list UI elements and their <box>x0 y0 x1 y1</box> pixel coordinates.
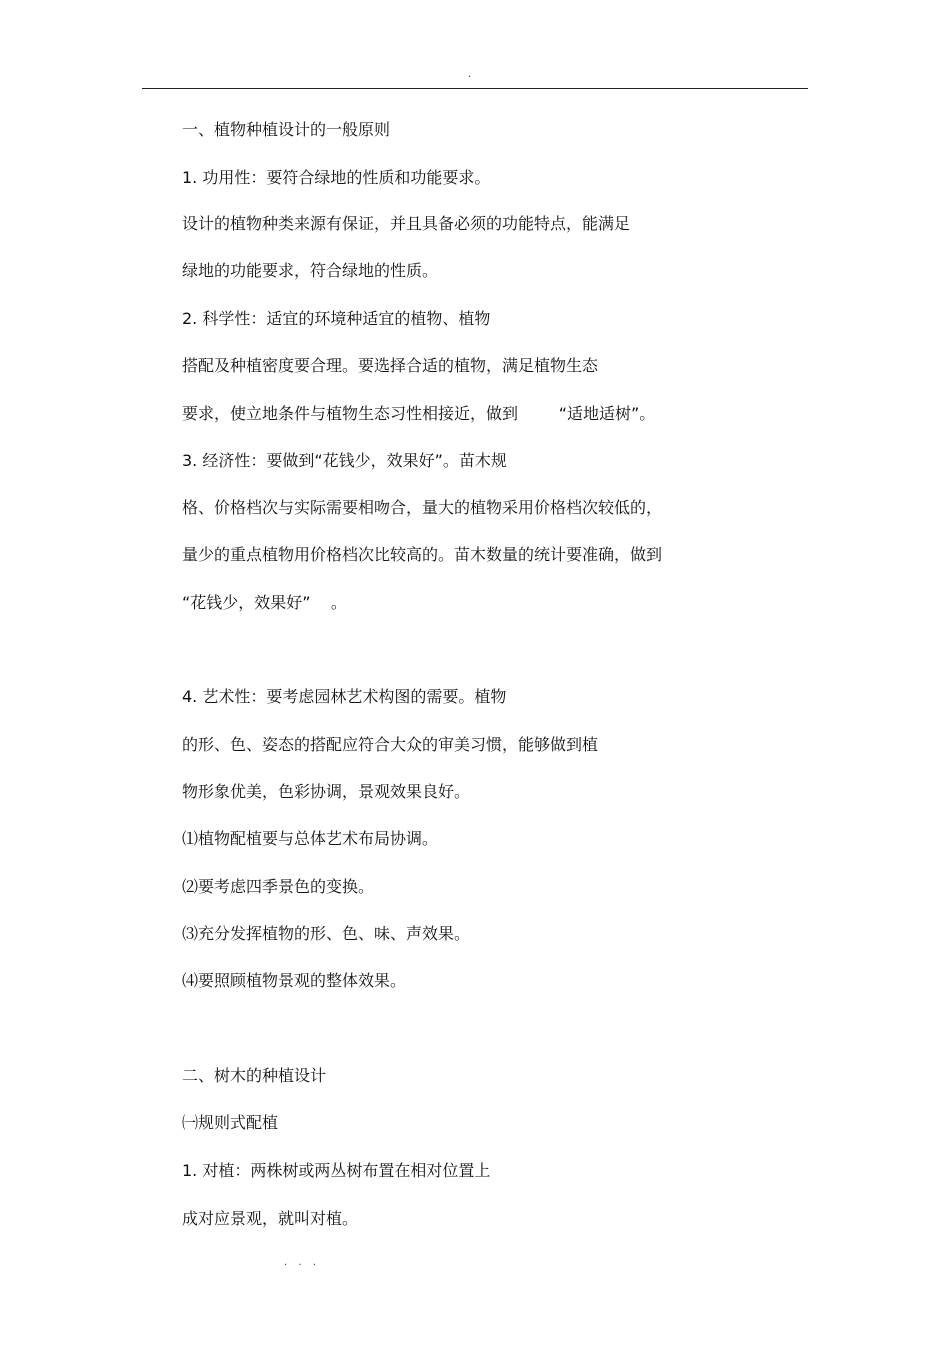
paragraph-line: “花钱少，效果好” 。 <box>182 593 347 612</box>
section-heading: 一、植物种植设计的一般原则 <box>182 120 391 139</box>
header-dot: . <box>468 69 472 80</box>
paragraph-line: 量少的重点植物用价格档次比较高的。苗木数量的统计要准确，做到 <box>182 545 663 564</box>
footer-dots: . . . <box>284 1257 320 1268</box>
paragraph-line: 成对应景观，就叫对植。 <box>182 1209 359 1228</box>
paragraph-line: 搭配及种植密度要合理。要选择合适的植物，满足植物生态 <box>182 356 599 375</box>
paragraph-line: 3. 经济性：要做到“花钱少，效果好”。苗木规 <box>182 451 507 470</box>
section-heading: 二、树木的种植设计 <box>182 1066 327 1085</box>
list-item: ⑷要照顾植物景观的整体效果。 <box>182 971 407 990</box>
paragraph-line: 1. 功用性：要符合绿地的性质和功能要求。 <box>182 168 491 187</box>
list-item: ⑵要考虑四季景色的变换。 <box>182 877 375 896</box>
paragraph-line: 设计的植物种类来源有保证，并且具备必须的功能特点，能满足 <box>182 214 631 233</box>
subsection-heading: ㈠规则式配植 <box>182 1113 279 1132</box>
list-item: ⑴植物配植要与总体艺术布局协调。 <box>182 829 439 848</box>
paragraph-line: 物形象优美，色彩协调，景观效果良好。 <box>182 782 471 801</box>
list-item: ⑶充分发挥植物的形、色、味、声效果。 <box>182 924 471 943</box>
header-divider <box>142 88 808 89</box>
paragraph-line: 的形、色、姿态的搭配应符合大众的审美习惯，能够做到植 <box>182 735 599 754</box>
paragraph-line: 绿地的功能要求，符合绿地的性质。 <box>182 261 439 280</box>
paragraph-line: 格、价格档次与实际需要相吻合，量大的植物采用价格档次较低的， <box>182 498 663 517</box>
paragraph-line: 要求，使立地条件与植物生态习性相接近，做到 “适地适树”。 <box>182 404 656 423</box>
paragraph-line: 4. 艺术性：要考虑园林艺术构图的需要。植物 <box>182 687 507 706</box>
paragraph-line: 1. 对植：两株树或两丛树布置在相对位置上 <box>182 1161 491 1180</box>
paragraph-line: 2. 科学性：适宜的环境种适宜的植物、植物 <box>182 309 491 328</box>
